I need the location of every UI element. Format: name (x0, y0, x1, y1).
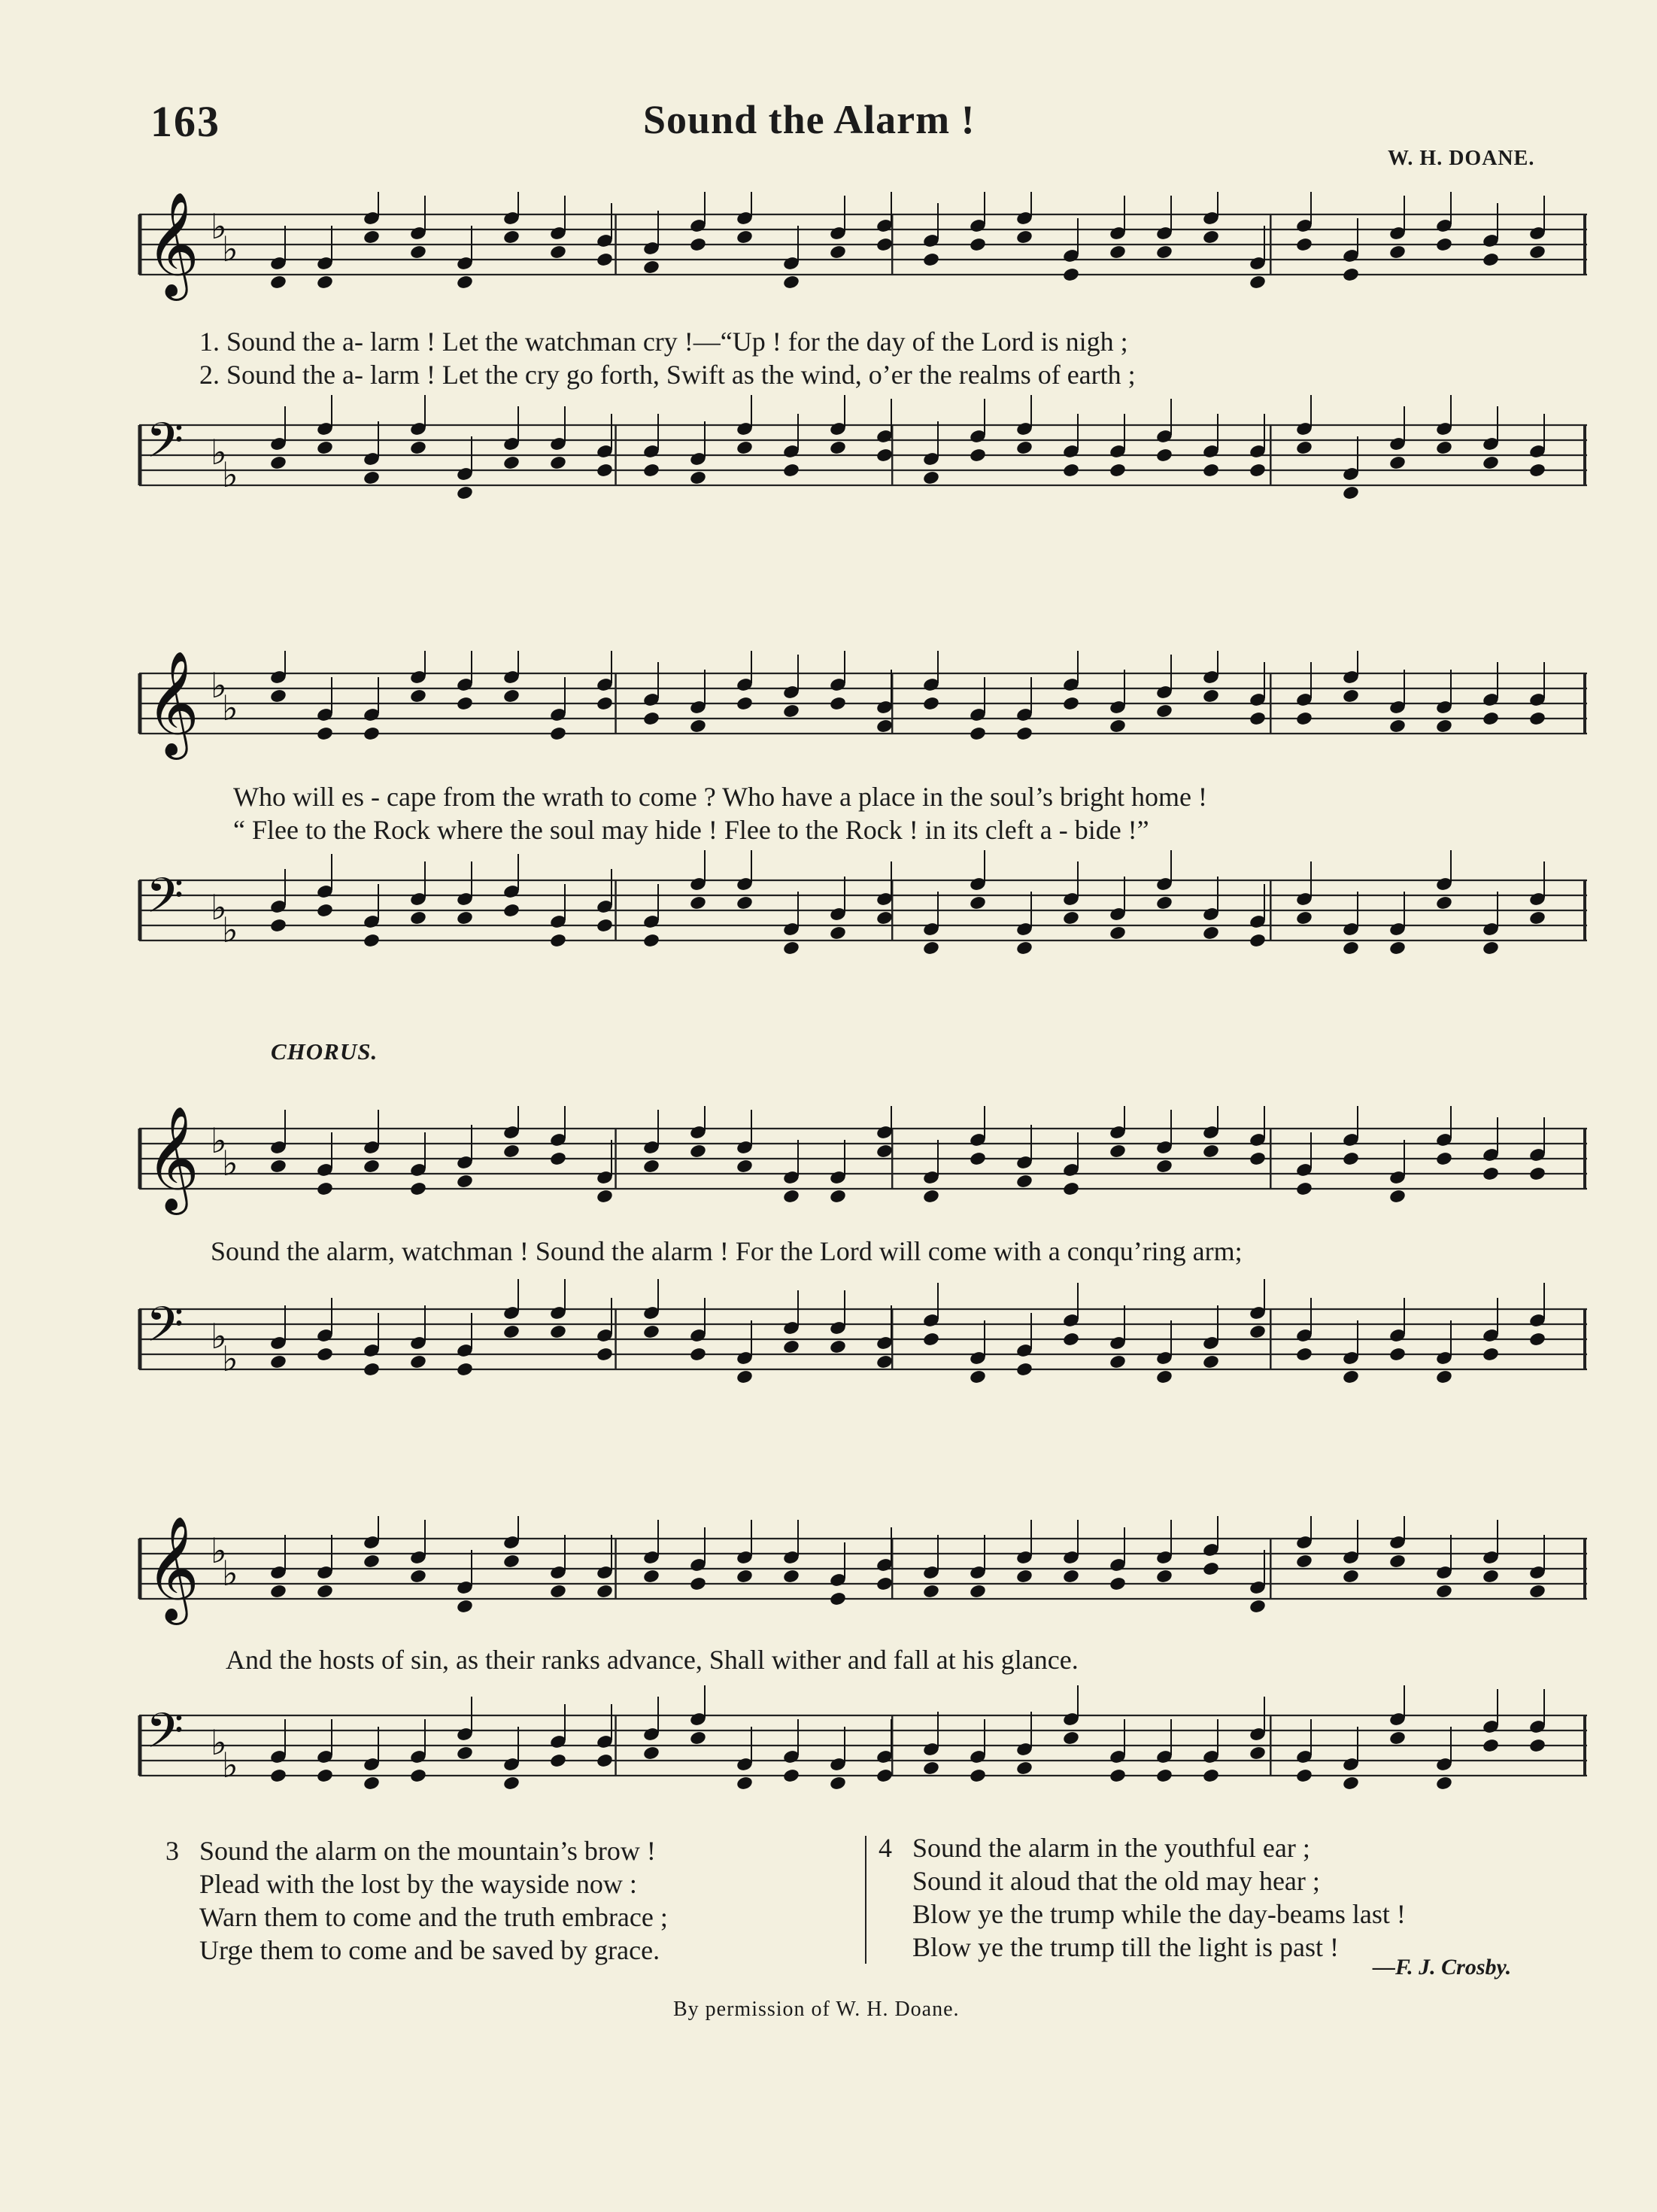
svg-text:♭: ♭ (211, 665, 227, 706)
svg-text:𝄢: 𝄢 (146, 1703, 184, 1771)
composer-credit: W. H. DOANE. (1388, 147, 1535, 170)
svg-text:♭: ♭ (222, 454, 238, 495)
stanza-line: Blow ye the trump till the light is past ! (912, 1932, 1339, 1962)
bass-staff (135, 1279, 1591, 1422)
bass-staff (135, 395, 1591, 538)
svg-text:𝄢: 𝄢 (146, 868, 184, 936)
stanza-line: Sound the alarm on the mountain’s brow ! (199, 1836, 656, 1866)
svg-text:𝄢: 𝄢 (146, 1297, 184, 1365)
hymn-title: Sound the Alarm ! (643, 97, 976, 142)
stanza-3 (165, 1834, 668, 1967)
treble-staff (135, 651, 1591, 779)
svg-text:♭: ♭ (222, 1745, 238, 1785)
lyric-chorus: And the hosts of sin, as their ranks advance, Shall wither and fall at his glance. (226, 1645, 1079, 1675)
stanza-line: Plead with the lost by the wayside now : (199, 1869, 637, 1899)
bass-staff (135, 850, 1591, 993)
svg-text:𝄢: 𝄢 (146, 413, 184, 481)
stanza-line: Sound the alarm in the youthful ear ; (912, 1833, 1310, 1863)
treble-staff (135, 1516, 1591, 1644)
music-system-1 (135, 192, 1591, 530)
lyric-verse-2: “ Flee to the Rock where the soul may hide ! Flee to the Rock ! in its cleft a - bide !” (233, 815, 1149, 845)
svg-text:♭: ♭ (222, 1553, 238, 1594)
stanza-line: Warn them to come and the truth embrace ; (199, 1902, 668, 1932)
permission-note: By permission of W. H. Doane. (673, 1998, 960, 2021)
svg-text:𝄞: 𝄞 (146, 192, 199, 296)
stanza-divider (865, 1836, 866, 1964)
music-system-2 (135, 651, 1591, 989)
svg-text:♭: ♭ (222, 688, 238, 728)
lyric-verse-2: 2. Sound the a- larm ! Let the cry go forth, Swift as the wind, o’er the realms of earth ; (199, 360, 1136, 390)
hymn-number: 163 (150, 97, 220, 146)
svg-text:♭: ♭ (211, 1316, 227, 1357)
svg-text:♭: ♭ (222, 1338, 238, 1379)
svg-text:𝄞: 𝄞 (146, 651, 199, 755)
chorus-label: CHORUS. (271, 1038, 378, 1065)
stanza-line: Urge them to come and be saved by grace. (199, 1935, 660, 1965)
svg-text:♭: ♭ (211, 432, 227, 472)
stanza-line: Sound it aloud that the old may hear ; (912, 1866, 1320, 1896)
lyric-chorus: Sound the alarm, watchman ! Sound the alarm ! For the Lord will come with a conqu’ring arm; (211, 1236, 1243, 1266)
lyric-verse-1: 1. Sound the a- larm ! Let the watchman cry !—“Up ! for the day of the Lord is nigh ; (199, 327, 1128, 357)
svg-text:♭: ♭ (211, 1530, 227, 1571)
music-system-4 (135, 1516, 1591, 1832)
stanza-line: Blow ye the trump while the day-beams last ! (912, 1899, 1406, 1929)
bass-staff (135, 1685, 1591, 1828)
svg-text:♭: ♭ (211, 1722, 227, 1763)
treble-staff (135, 192, 1591, 320)
lyric-verse-1: Who will es - cape from the wrath to come ? Who have a place in the soul’s bright home ! (233, 782, 1207, 812)
svg-text:♭: ♭ (222, 229, 238, 269)
svg-text:♭: ♭ (222, 910, 238, 950)
music-system-3 (135, 1106, 1591, 1437)
svg-text:♭: ♭ (211, 206, 227, 247)
svg-text:𝄞: 𝄞 (146, 1516, 199, 1621)
stanza-number: 4 (879, 1833, 892, 1863)
svg-text:𝄞: 𝄞 (146, 1106, 199, 1211)
author-credit: —F. J. Crosby. (1373, 1955, 1512, 1980)
stanza-number: 3 (165, 1836, 179, 1866)
svg-text:♭: ♭ (211, 887, 227, 928)
stanza-4 (879, 1831, 1406, 1964)
svg-text:♭: ♭ (211, 1120, 227, 1161)
svg-text:♭: ♭ (222, 1143, 238, 1183)
treble-staff (135, 1106, 1591, 1234)
